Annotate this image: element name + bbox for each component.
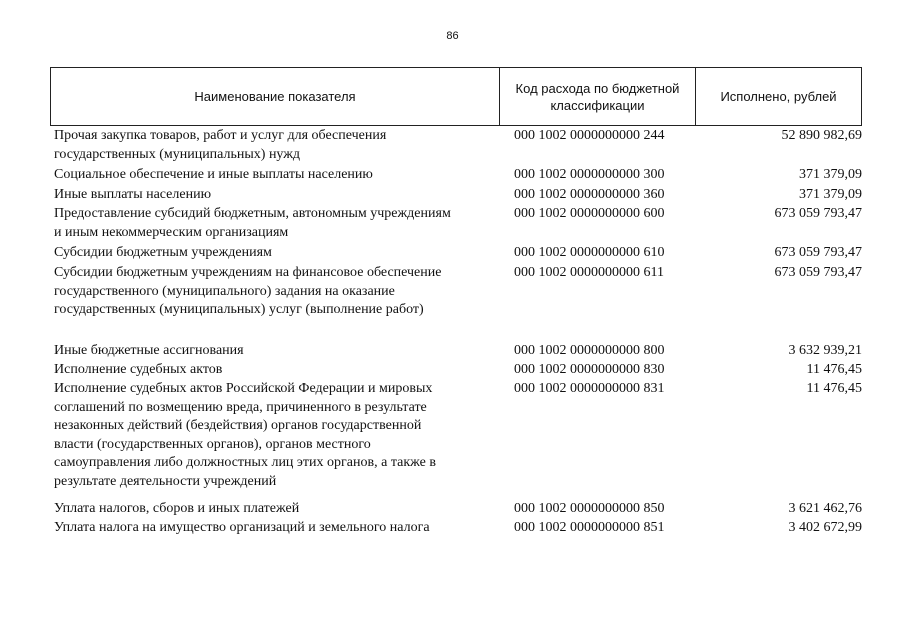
row-sum: 3 632 939,21: [788, 343, 862, 358]
row-name: [54, 380, 504, 491]
row-sum: 673 059 793,47: [774, 265, 862, 280]
row-name-line: Уплата налогов, сборов и иных платежей: [54, 501, 300, 516]
row-code: 000 1002 0000000000 244: [514, 128, 665, 143]
row-code: 000 1002 0000000000 851: [514, 520, 665, 535]
row-code: 000 1002 0000000000 611: [514, 265, 664, 280]
row-sum: 3 402 672,99: [788, 520, 862, 535]
page-number: 86: [446, 30, 459, 42]
row-code: 000 1002 0000000000 360: [514, 187, 665, 202]
row-name-line: Иные выплаты населению: [54, 187, 212, 202]
row-code: 000 1002 0000000000 300: [514, 167, 665, 182]
row-sum: 11 476,45: [806, 381, 862, 396]
row-name-line: Предоставление субсидий бюджетным, автономным учреждениям: [54, 206, 451, 221]
row-name: [54, 264, 504, 320]
row-name: [54, 244, 504, 263]
row-name-line: Субсидии бюджетным учреждениям на финансовое обеспечение: [54, 265, 442, 280]
row-name-line: результате деятельности учреждений: [54, 473, 277, 489]
row-name-line: Иные бюджетные ассигнования: [54, 343, 244, 358]
row-name-line: Исполнение судебных актов: [54, 362, 223, 377]
row-sum: 371 379,09: [799, 187, 862, 202]
header-sum: Исполнено, рублей: [695, 68, 861, 125]
row-name-line: Социальное обеспечение и иные выплаты населению: [54, 167, 373, 182]
row-name-line: незаконных действий (бездействия) органов государственной: [54, 418, 422, 433]
row-name-line: государственного (муниципального) задания на оказание: [54, 283, 395, 299]
row-sum: 673 059 793,47: [774, 206, 862, 221]
row-code: 000 1002 0000000000 610: [514, 245, 665, 260]
row-name-line: Прочая закупка товаров, работ и услуг для обеспечения: [54, 128, 387, 143]
row-sum: 371 379,09: [799, 167, 862, 182]
row-sum: 11 476,45: [806, 362, 862, 377]
row-name-line: власти (государственных органов), органов местного: [54, 436, 371, 452]
row-name: [54, 205, 504, 242]
row-name: [54, 361, 504, 380]
row-name-line: государственных (муниципальных) услуг (выполнение работ): [54, 302, 424, 317]
row-name-line: Субсидии бюджетным учреждениям: [54, 245, 272, 260]
row-name: [54, 519, 504, 538]
row-sum: 3 621 462,76: [788, 501, 862, 516]
row-name-line: самоуправления либо должностных лиц этих органов, а также в: [54, 455, 436, 470]
row-code: 000 1002 0000000000 850: [514, 501, 665, 516]
row-code: 000 1002 0000000000 830: [514, 362, 665, 377]
header-name: Наименование показателя: [194, 89, 356, 104]
row-code: 000 1002 0000000000 600: [514, 206, 665, 221]
row-sum: 673 059 793,47: [774, 245, 862, 260]
row-sum: 52 890 982,69: [781, 128, 862, 143]
row-name: [54, 342, 504, 361]
row-name-line: и иным некоммерческим организациям: [54, 224, 289, 240]
table-header: [50, 67, 862, 126]
row-name: [54, 186, 504, 205]
row-name-line: государственных (муниципальных) нужд: [54, 146, 301, 162]
row-name: [54, 500, 504, 519]
row-name: [54, 166, 504, 185]
row-name-line: соглашений по возмещению вреда, причиненного в результате: [54, 399, 427, 415]
row-name: [54, 127, 504, 164]
row-code: 000 1002 0000000000 800: [514, 343, 665, 358]
row-code: 000 1002 0000000000 831: [514, 381, 665, 396]
row-name-line: Уплата налога на имущество организаций и земельного налога: [54, 520, 430, 535]
header-code: Код расхода по бюджетной классификации: [499, 68, 695, 125]
row-name-line: Исполнение судебных актов Российской Федерации и мировых: [54, 381, 433, 396]
